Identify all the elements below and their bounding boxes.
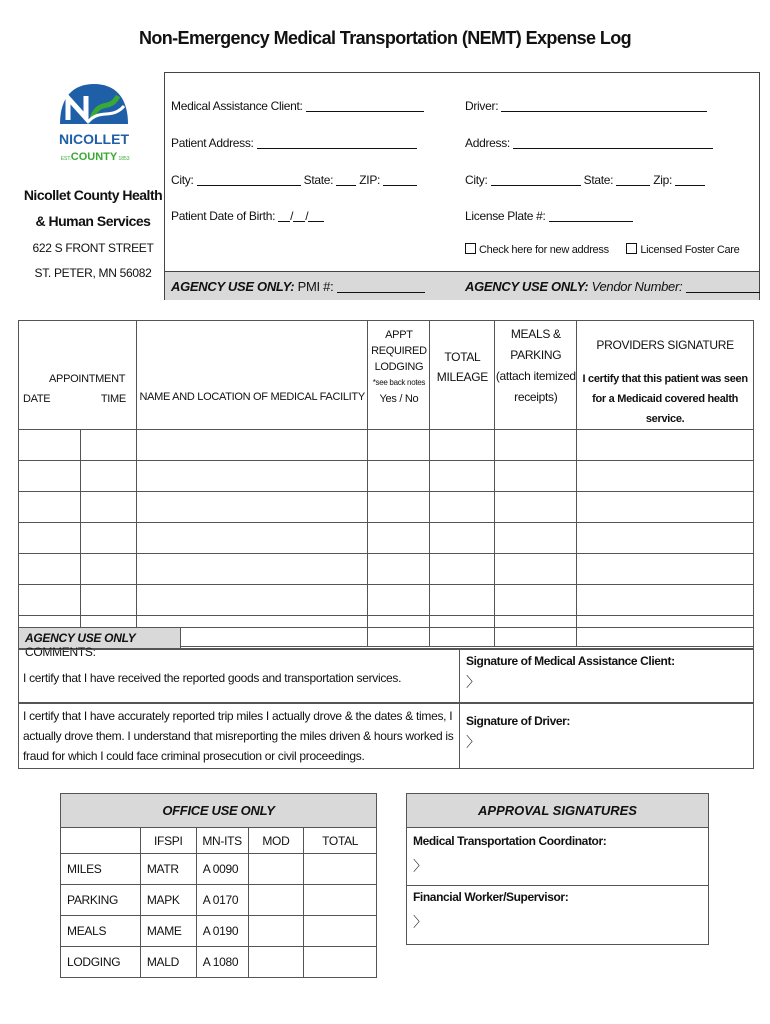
svg-text:NICOLLET: NICOLLET <box>59 131 129 147</box>
driver-address-field[interactable] <box>465 136 713 150</box>
coordinator-signature-label: Medical Transportation Coordinator: <box>413 834 607 848</box>
office-row-miles <box>61 854 377 885</box>
approval-signatures-title: APPROVAL SIGNATURES <box>407 794 708 828</box>
office-col-mod: MOD <box>248 828 304 854</box>
client-certification-text: I certify that I have received the reported goods and transportation services. <box>19 650 460 702</box>
client-certification-row <box>18 649 754 703</box>
office-cell[interactable] <box>304 885 377 916</box>
supervisor-signature-label: Financial Worker/Supervisor: <box>413 890 569 904</box>
appt-header-line3: LODGING <box>374 361 424 373</box>
supervisor-signature-box[interactable] <box>407 886 708 944</box>
agency-use-label-left: AGENCY USE ONLY: <box>171 279 295 294</box>
patient-zip-label: ZIP: <box>359 173 381 187</box>
office-col-blank <box>61 828 141 854</box>
driver-field[interactable] <box>465 99 707 113</box>
org-street: 622 S FRONT STREET <box>32 241 154 255</box>
appt-header-line2: REQUIRED <box>371 345 427 357</box>
office-row-lodging <box>61 947 377 978</box>
patient-dob-label: Patient Date of Birth: <box>171 209 276 223</box>
office-cell: MILES <box>61 854 141 885</box>
driver-zip-label: Zip: <box>653 173 673 187</box>
log-header-row <box>19 321 754 430</box>
provider-signature-title: PROVIDERS SIGNATURE <box>596 338 734 352</box>
log-row[interactable] <box>19 492 754 523</box>
ma-client-field[interactable] <box>171 99 424 113</box>
time-header-label: TIME <box>100 393 126 405</box>
pmi-field[interactable] <box>171 279 425 294</box>
driver-label: Driver: <box>465 99 499 113</box>
agency-comments-label <box>19 628 181 659</box>
vendor-number-field[interactable] <box>465 279 760 294</box>
driver-certification-text: I certify that I have accurately reported trip miles I actually drove & the dates & times, I actually drove them. I understand that misreporting the miles driven & hours worked is fraud for which I could face criminal prosecution or civil proceedings. <box>19 704 460 768</box>
log-row[interactable] <box>19 585 754 616</box>
mileage-header-line1: TOTAL <box>444 350 481 364</box>
office-row-meals <box>61 916 377 947</box>
driver-state-label: State: <box>583 173 614 187</box>
provider-cert-line1: I certify that this patient was seen <box>582 373 748 385</box>
client-signature-mark: 〉 <box>466 674 480 690</box>
office-cell[interactable] <box>248 947 304 978</box>
patient-city-label: City: <box>171 173 194 187</box>
date-header-label: DATE <box>23 393 51 405</box>
org-name-line1: Nicollet County Health <box>23 187 163 203</box>
svg-text:COUNTY: COUNTY <box>70 151 118 163</box>
office-cell: MAME <box>140 916 196 947</box>
office-cell: MATR <box>140 854 196 885</box>
coordinator-signature-mark: 〉 <box>413 858 427 874</box>
client-signature-label: Signature of Medical Assistance Client: <box>466 654 675 668</box>
approval-signatures-box <box>406 793 709 945</box>
office-cell: A 0090 <box>196 854 248 885</box>
driver-certification-row <box>18 703 754 769</box>
dob-separator-1: / <box>290 209 294 223</box>
facility-header: NAME AND LOCATION OF MEDICAL FACILITY <box>136 321 367 430</box>
coordinator-signature-box[interactable] <box>407 830 708 886</box>
foster-care-checkbox[interactable] <box>626 243 637 254</box>
organization-address <box>18 236 168 286</box>
comments-label-rest: COMMENTS: <box>25 645 96 659</box>
meals-header-line2: PARKING <box>510 348 562 362</box>
mileage-header-line2: MILEAGE <box>436 370 488 384</box>
patient-dob-field[interactable] <box>171 209 324 223</box>
new-address-checkbox[interactable] <box>465 243 476 254</box>
driver-city-state-zip-field[interactable] <box>465 173 705 187</box>
office-cell[interactable] <box>304 854 377 885</box>
patient-city-state-zip-field[interactable] <box>171 173 417 187</box>
log-row[interactable] <box>19 523 754 554</box>
office-cell[interactable] <box>304 916 377 947</box>
driver-signature-box[interactable] <box>460 704 753 768</box>
driver-signature-mark: 〉 <box>466 734 480 750</box>
dob-separator-2: / <box>305 209 309 223</box>
driver-signature-label: Signature of Driver: <box>466 714 571 728</box>
office-col-ifspi: IFSPI <box>140 828 196 854</box>
pmi-label: PMI #: <box>297 279 334 294</box>
driver-city-label: City: <box>465 173 488 187</box>
meals-header-line1: MEALS & <box>510 327 561 341</box>
new-address-checkbox-label: Check here for new address <box>479 244 609 256</box>
appt-header-line1: APPT <box>385 329 413 341</box>
client-signature-box[interactable] <box>460 650 753 702</box>
ma-client-label: Medical Assistance Client: <box>171 99 303 113</box>
office-row-parking <box>61 885 377 916</box>
org-name-line2: & Human Services <box>35 213 151 229</box>
svg-text:1853: 1853 <box>118 156 130 162</box>
office-col-total: TOTAL <box>304 828 377 854</box>
nicollet-county-logo <box>52 78 136 170</box>
patient-address-field[interactable] <box>171 136 417 150</box>
office-cell[interactable] <box>248 854 304 885</box>
organization-name <box>18 182 168 234</box>
appt-header-yesno: Yes / No <box>379 393 419 405</box>
office-cell: MEALS <box>61 916 141 947</box>
office-cell[interactable] <box>248 916 304 947</box>
office-cell[interactable] <box>248 885 304 916</box>
office-cell: A 0190 <box>196 916 248 947</box>
svg-text:EST.: EST. <box>60 156 72 162</box>
office-cell[interactable] <box>304 947 377 978</box>
provider-signature-header <box>577 321 754 430</box>
client-driver-info-box <box>164 72 760 300</box>
office-cell: MAPK <box>140 885 196 916</box>
office-use-table <box>60 793 377 978</box>
meals-header-line3: (attach itemized <box>495 369 576 383</box>
license-plate-label: License Plate #: <box>465 209 546 223</box>
patient-state-label: State: <box>303 173 334 187</box>
foster-care-checkbox-label: Licensed Foster Care <box>640 244 740 256</box>
agency-comments-row[interactable] <box>18 627 754 659</box>
patient-address-label: Patient Address: <box>171 136 254 150</box>
office-col-mnits: MN-ITS <box>196 828 248 854</box>
page-title: Non-Emergency Medical Transportation (NEMT) Expense Log <box>138 28 632 48</box>
office-cell: MALD <box>140 947 196 978</box>
provider-cert-line2: for a Medicaid covered health service. <box>592 393 739 425</box>
appointment-header <box>19 321 137 430</box>
comments-label-bold: AGENCY USE ONLY <box>25 631 136 645</box>
appt-lodging-header <box>368 321 430 430</box>
license-plate-field[interactable] <box>465 209 633 223</box>
log-row[interactable] <box>19 461 754 492</box>
meals-header-line4: receipts) <box>514 390 558 404</box>
agency-use-bar <box>165 271 759 300</box>
office-use-title: OFFICE USE ONLY <box>61 794 377 828</box>
appointment-log-table <box>18 320 754 647</box>
agency-use-label-right: AGENCY USE ONLY: <box>465 279 589 294</box>
office-cell: A 1080 <box>196 947 248 978</box>
office-use-header-row <box>61 828 377 854</box>
office-cell: LODGING <box>61 947 141 978</box>
mileage-header <box>430 321 495 430</box>
log-row[interactable] <box>19 554 754 585</box>
driver-checkboxes <box>465 243 739 256</box>
vendor-number-label: Vendor Number: <box>591 279 683 294</box>
meals-parking-header <box>495 321 577 430</box>
org-city: ST. PETER, MN 56082 <box>34 266 152 280</box>
driver-address-label: Address: <box>465 136 510 150</box>
office-cell: PARKING <box>61 885 141 916</box>
office-cell: A 0170 <box>196 885 248 916</box>
appt-header-note: *see back notes <box>372 378 426 387</box>
log-row[interactable] <box>19 430 754 461</box>
supervisor-signature-mark: 〉 <box>413 914 427 930</box>
appointment-header-label: APPOINTMENT <box>49 373 126 385</box>
